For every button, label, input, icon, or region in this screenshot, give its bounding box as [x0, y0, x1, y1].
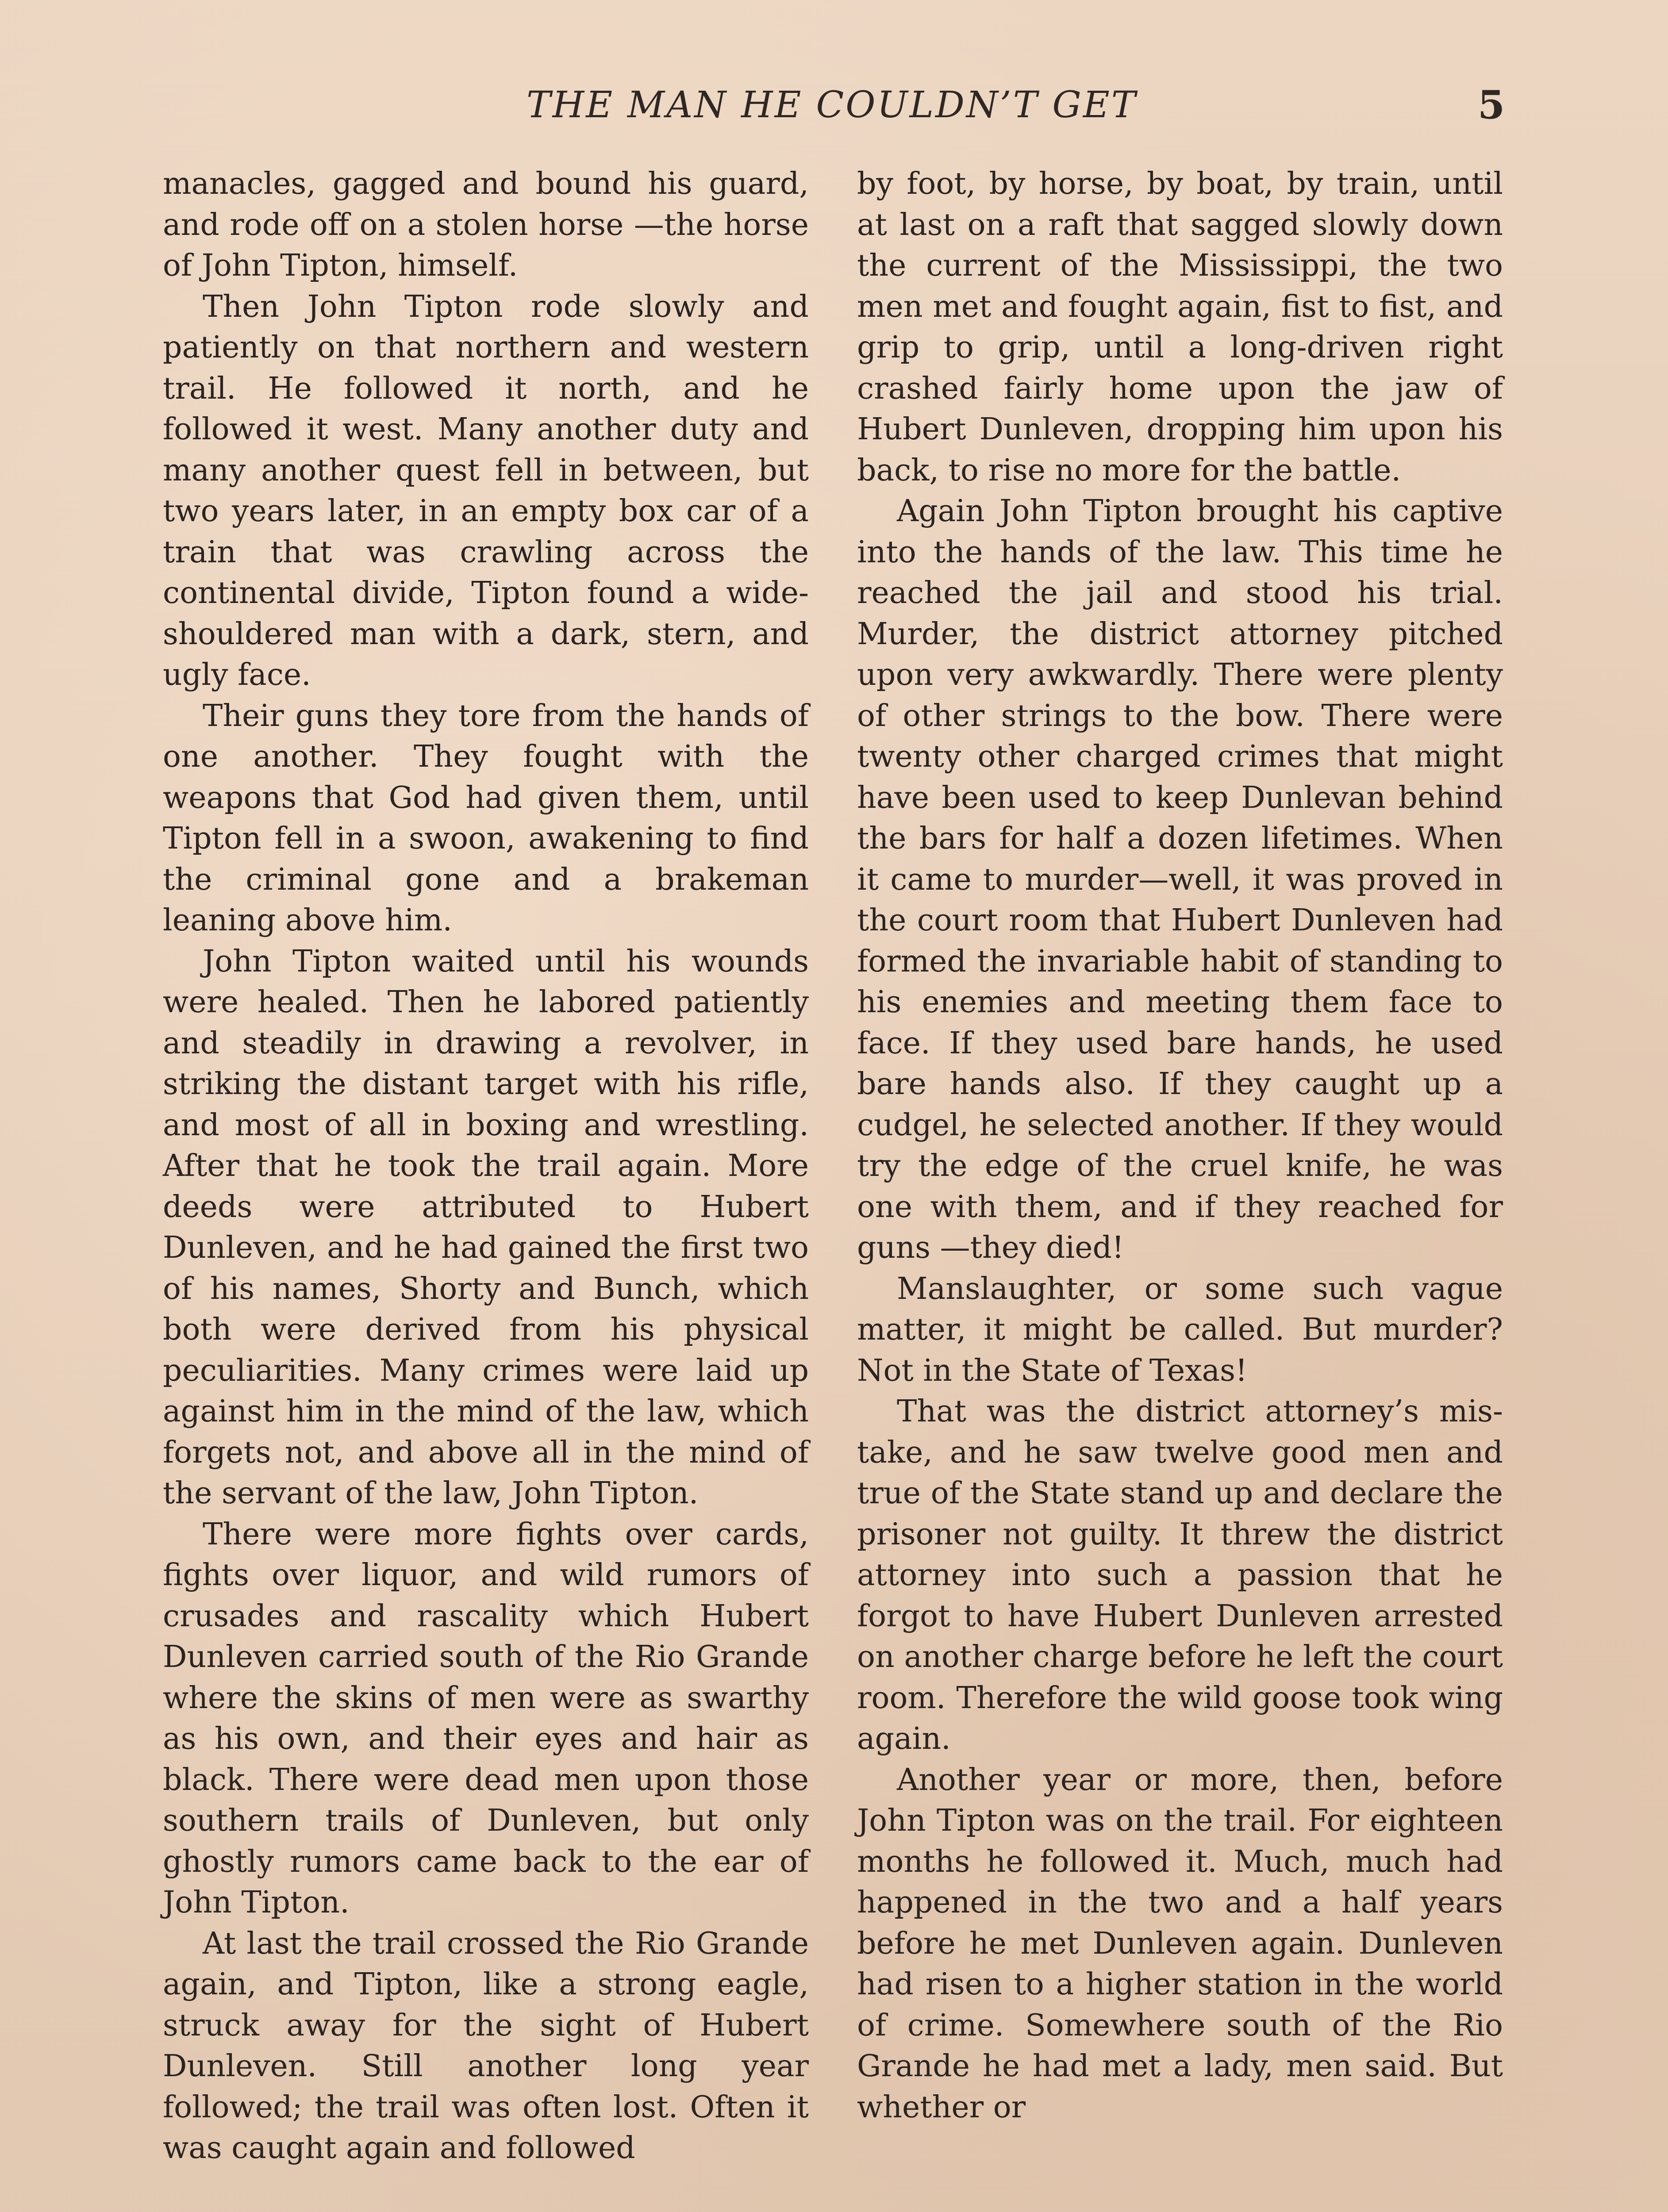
paragraph: Again John Tipton brought his captive into the hands of the law. This time he reached the jail and stood his trial. Murder, the district attorney pitched upon very awkwardly. There were plenty of other strings to the bow. There were twenty other charged crimes that might have been used to keep Dunlevan behind the bars for half a dozen lifetimes. When it came to murder—well, it was proved in the court room that Hubert Dunleven had formed the invariable habit of standing to his enemies and meeting them face to face. If they used bare hands, he used bare hands also. If they caught up a cudgel, he selected another. If they would try the edge of the cruel knife, he was one with them, and if they reached for guns —they died! [857, 494, 1503, 1265]
paragraph: That was the district attorney’s mistake, and he saw twelve good men and true of the State stand up and declare the prisoner not guilty. It threw the district attorney into such a passion that he forgot to have Hubert Dunleven arrested on another charge before he left the court room. Therefore the wild goose took wing again. [857, 1394, 1503, 1756]
paragraph: At last the trail crossed the Rio Grande again, and Tipton, like a strong eagle, struck away for the sight of Hubert Dunleven. Still another long year followed; the trail was often lost. Often it was caught again and followed [163, 1926, 809, 2166]
running-title: THE MAN HE COULDN’T GET [527, 84, 1138, 126]
left-column [163, 164, 809, 2169]
paragraph: Their guns they tore from the hands of one another. They fought with the weapons that God had given them, until Tipton fell in a swoon, awakening to find the criminal gone and a brakeman leaning above him. [163, 698, 809, 938]
page-number: 5 [1478, 82, 1505, 128]
paragraph: There were more fights over cards, fights over liquor, and wild rumors of crusades and rascality which Hubert Dunleven carried south of the Rio Grande where the skins of men were as swarthy as his own, and their eyes and hair as black. There were dead men upon those southern trails of Dunleven, but only ghostly rumors came back to the ear of John Tipton. [163, 1517, 809, 1920]
paragraph: Manslaughter, or some such vague matter, it might be called. But murder? Not in the State of Texas! [857, 1271, 1503, 1388]
right-column [857, 164, 1503, 2128]
paragraph: Then John Tipton rode slowly and patiently on that northern and western trail. He followed it north, and he followed it west. Many another duty and many another quest fell in between, but two years later, in an empty box car of a train that was crawling across the continental divide, Tipton found a wide-shouldered man with a dark, stern, and ugly face. [163, 289, 809, 692]
paragraph: John Tipton waited until his wounds were healed. Then he labored patiently and steadily in drawing a revolver, in striking the distant target with his rifle, and most of all in boxing and wrestling. After that he took the trail again. More deeds were attributed to Hubert Dunleven, and he had gained the first two of his names, Shorty and Bunch, which both were derived from his physical peculiarities. Many crimes were laid up against him in the mind of the law, which forgets not, and above all in the mind of the servant of the law, John Tipton. [163, 944, 809, 1511]
paragraph: by foot, by horse, by boat, by train, until at last on a raft that sagged slowly down the current of the Mississippi, the two men met and fought again, fist to fist, and grip to grip, until a long-driven right crashed fairly home upon the jaw of Hubert Dunleven, dropping him upon his back, to rise no more for the battle. [857, 166, 1503, 488]
paragraph: manacles, gagged and bound his guard, and rode off on a stolen horse —the horse of John Tipton, himself. [163, 166, 809, 283]
paragraph: Another year or more, then, before John Tipton was on the trail. For eighteen months he followed it. Much, much had happened in the two and a half years before he met Dunleven again. Dunleven had risen to a higher station in the world of crime. Somewhere south of the Rio Grande he had met a lady, men said. But whether or [857, 1762, 1503, 2125]
